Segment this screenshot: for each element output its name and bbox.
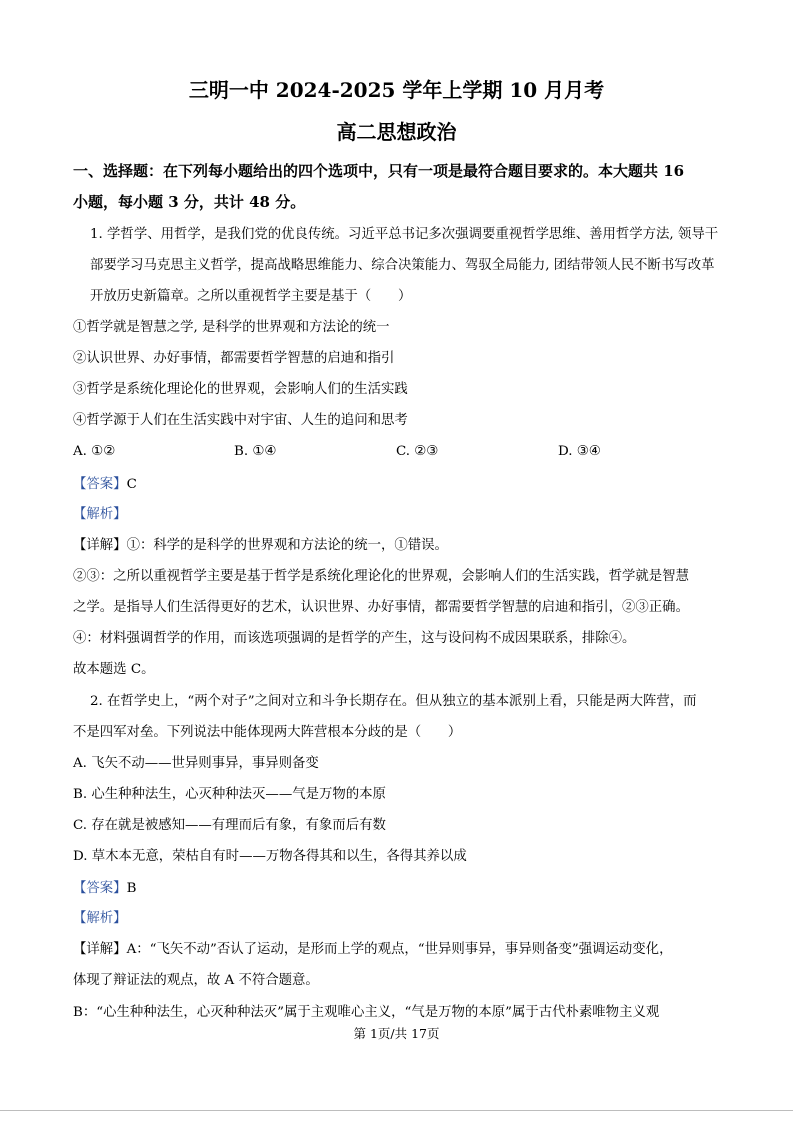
q1-statement-1: ①哲学就是智慧之学, 是科学的世界观和方法论的统一 [73, 320, 390, 335]
q1-option-a: A. ①② [73, 444, 116, 459]
q1-detail-line-4: ④：材料强调哲学的作用，而该选项强调的是哲学的产生，这与设问构不成因果联系，排除④。 [73, 631, 636, 646]
q1-analysis-label: 【解析】 [73, 507, 127, 522]
q2-detail-line-2: 体现了辩证法的观点，故 A 不符合题意。 [73, 973, 319, 988]
q2-detail-label: 【详解】 [73, 942, 127, 957]
q1-answer-label: 【答案】 [73, 477, 127, 492]
q1-answer-value: C [126, 477, 137, 492]
q1-detail-label: 【详解】 [73, 538, 127, 553]
q1-stem-line-2: 部要学习马克思主义哲学，提高战略思维能力、综合决策能力、驾驭全局能力, 团结带领人民不断书写改革 [90, 258, 715, 273]
exam-title: 三明一中 2024-2025 学年上学期 10 月月考 [188, 78, 605, 102]
q1-statement-4: ④哲学源于人们在生活实践中对宇宙、人生的追问和思考 [73, 413, 408, 428]
q1-stem-line-3: 开放历史新篇章。之所以重视哲学主要是基于（ ） [90, 289, 412, 304]
bottom-divider [0, 1110, 793, 1111]
q2-answer-value: B [126, 881, 137, 896]
q2-answer-label: 【答案】 [73, 881, 127, 896]
q1-detail-line-5: 故本题选 C。 [73, 662, 155, 677]
q2-stem-line-1: 2. 在哲学史上，“两个对子”之间对立和斗争长期存在。但从独立的基本派别上看，只能是两大阵营，而 [90, 694, 697, 709]
q2-detail-line-1 [73, 941, 672, 959]
q1-detail-line-1 [73, 537, 448, 555]
q2-option-c: C. 存在就是被感知——有理而后有象，有象而后有数 [73, 818, 386, 833]
q2-stem-line-2: 不是四军对垒。下列说法中能体现两大阵营根本分歧的是（ ） [73, 725, 462, 740]
q1-answer [73, 476, 137, 494]
q1-option-c: C. ②③ [396, 444, 439, 459]
section-heading-line-1: 一、选择题：在下列每小题给出的四个选项中，只有一项是最符合题目要求的。本大题共 16 [73, 162, 685, 180]
q1-detail-text-1: ①：科学的是科学的世界观和方法论的统一，①错误。 [126, 538, 448, 553]
q2-detail-text-1: A：“飞矢不动”否认了运动，是形而上学的观点，“世异则事异，事异则备变”强调运动变化， [126, 942, 673, 957]
q2-answer [73, 880, 136, 898]
q1-statement-2: ②认识世界、办好事情，都需要哲学智慧的启迪和指引 [73, 351, 395, 366]
subject-title: 高二思想政治 [336, 120, 457, 144]
q2-option-d: D. 草木本无意，荣枯自有时——万物各得其和以生，各得其养以成 [73, 849, 467, 864]
q1-option-d: D. ③④ [558, 444, 601, 459]
q1-detail-line-3: 之学。是指导人们生活得更好的艺术，认识世界、办好事情，都需要哲学智慧的启迪和指引，②③正确。 [73, 600, 689, 615]
page-number: 第 1页/共 17页 [353, 1026, 440, 1041]
q2-option-a: A. 飞矢不动——世异则事异，事异则备变 [73, 756, 319, 771]
q2-detail-line-3: B：“心生种种法生，心灭种种法灭”属于主观唯心主义，“气是万物的本原”属于古代朴素唯物主义观 [73, 1005, 660, 1020]
section-heading-line-2: 小题，每小题 3 分，共计 48 分。 [73, 193, 306, 211]
q2-option-b: B. 心生种种法生，心灭种种法灭——气是万物的本原 [73, 787, 386, 802]
q1-option-b: B. ①④ [234, 444, 277, 459]
q1-detail-line-2: ②③：之所以重视哲学主要是基于哲学是系统化理论化的世界观，会影响人们的生活实践，哲学就是智慧 [73, 569, 689, 584]
q2-analysis-label: 【解析】 [73, 911, 127, 926]
q1-stem-line-1: 1. 学哲学、用哲学，是我们党的优良传统。习近平总书记多次强调要重视哲学思维、善用哲学方法, 领导干 [90, 227, 719, 242]
q1-statement-3: ③哲学是系统化理论化的世界观，会影响人们的生活实践 [73, 382, 408, 397]
